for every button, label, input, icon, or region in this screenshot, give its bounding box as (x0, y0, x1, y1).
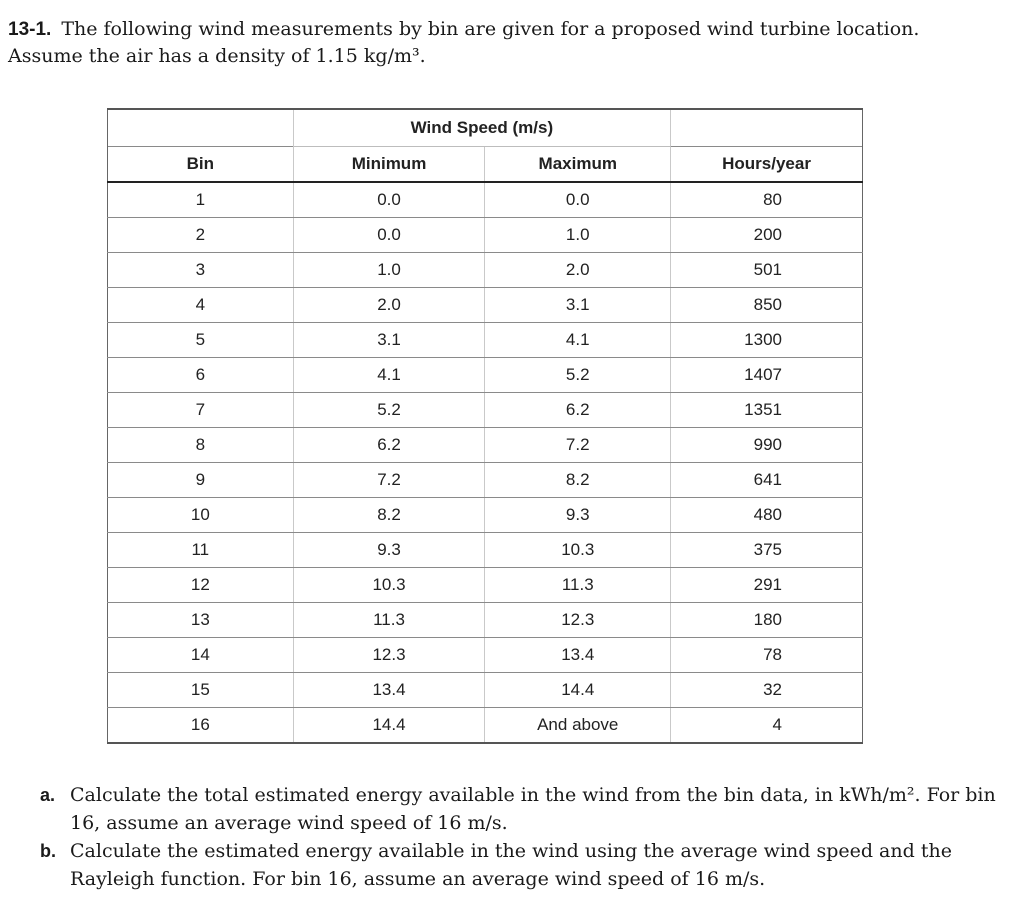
hours-cell: 32 (671, 673, 863, 708)
table-row (108, 218, 863, 253)
maximum-cell: 11.3 (485, 568, 671, 603)
hours-cell: 990 (671, 428, 863, 463)
table-row (108, 288, 863, 323)
hours-cell: 1407 (671, 358, 863, 393)
hours-cell: 1300 (671, 323, 863, 358)
bin-cell: 8 (108, 428, 294, 463)
bin-cell: 4 (108, 288, 294, 323)
maximum-cell: 10.3 (485, 533, 671, 568)
minimum-cell: 11.3 (293, 603, 485, 638)
minimum-cell: 7.2 (293, 463, 485, 498)
hours-cell: 850 (671, 288, 863, 323)
maximum-cell: And above (485, 708, 671, 744)
minimum-cell: 0.0 (293, 182, 485, 218)
column-header-minimum: Minimum (293, 147, 485, 183)
maximum-cell: 4.1 (485, 323, 671, 358)
table-header-row (108, 147, 863, 183)
maximum-cell: 14.4 (485, 673, 671, 708)
question-a (40, 781, 1010, 837)
problem-text-line-1: The following wind measurements by bin are given for a proposed wind turbine location. (61, 18, 920, 40)
maximum-cell: 13.4 (485, 638, 671, 673)
hours-cell: 200 (671, 218, 863, 253)
hours-cell: 78 (671, 638, 863, 673)
problem-text-line-2: Assume the air has a density of 1.15 kg/m³. (8, 45, 426, 67)
question-text: Calculate the total estimated energy available in the wind from the bin data, in kWh/m². For bin 16, assume an average wind speed of 16 m/s. (70, 784, 996, 834)
column-header-hours: Hours/year (671, 147, 863, 183)
problem-number: 13-1. (8, 19, 52, 40)
bin-cell: 7 (108, 393, 294, 428)
maximum-cell: 8.2 (485, 463, 671, 498)
table-row (108, 638, 863, 673)
table-row (108, 393, 863, 428)
problem-line-1 (8, 16, 1008, 43)
table-row (108, 358, 863, 393)
bin-cell: 6 (108, 358, 294, 393)
questions (40, 781, 1010, 893)
minimum-cell: 3.1 (293, 323, 485, 358)
minimum-cell: 6.2 (293, 428, 485, 463)
table-row (108, 323, 863, 358)
bin-cell: 11 (108, 533, 294, 568)
column-header-maximum: Maximum (485, 147, 671, 183)
maximum-cell: 9.3 (485, 498, 671, 533)
hours-cell: 4 (671, 708, 863, 744)
table-header-row-group (108, 109, 863, 147)
bin-cell: 12 (108, 568, 294, 603)
table-row (108, 428, 863, 463)
maximum-cell: 0.0 (485, 182, 671, 218)
bin-header-spacer (108, 109, 294, 147)
wind-speed-group-header: Wind Speed (m/s) (293, 109, 670, 147)
table-row (108, 498, 863, 533)
maximum-cell: 5.2 (485, 358, 671, 393)
maximum-cell: 1.0 (485, 218, 671, 253)
maximum-cell: 6.2 (485, 393, 671, 428)
table-row (108, 182, 863, 218)
bin-cell: 15 (108, 673, 294, 708)
bin-cell: 1 (108, 182, 294, 218)
minimum-cell: 8.2 (293, 498, 485, 533)
bin-cell: 9 (108, 463, 294, 498)
bin-cell: 2 (108, 218, 294, 253)
minimum-cell: 13.4 (293, 673, 485, 708)
hours-header-spacer (671, 109, 863, 147)
hours-cell: 1351 (671, 393, 863, 428)
wind-bin-table (107, 108, 863, 744)
column-header-bin: Bin (108, 147, 294, 183)
hours-cell: 375 (671, 533, 863, 568)
minimum-cell: 4.1 (293, 358, 485, 393)
bin-cell: 10 (108, 498, 294, 533)
minimum-cell: 12.3 (293, 638, 485, 673)
table-row (108, 533, 863, 568)
hours-cell: 501 (671, 253, 863, 288)
maximum-cell: 12.3 (485, 603, 671, 638)
minimum-cell: 10.3 (293, 568, 485, 603)
table-row (108, 568, 863, 603)
bin-cell: 13 (108, 603, 294, 638)
minimum-cell: 2.0 (293, 288, 485, 323)
table-row (108, 463, 863, 498)
table-body (108, 182, 863, 743)
minimum-cell: 5.2 (293, 393, 485, 428)
maximum-cell: 2.0 (485, 253, 671, 288)
question-label: a. (40, 785, 56, 805)
hours-cell: 291 (671, 568, 863, 603)
table-row (108, 708, 863, 744)
table-row (108, 673, 863, 708)
table-row (108, 603, 863, 638)
hours-cell: 80 (671, 182, 863, 218)
hours-cell: 480 (671, 498, 863, 533)
question-b (40, 837, 1010, 893)
minimum-cell: 9.3 (293, 533, 485, 568)
bin-cell: 3 (108, 253, 294, 288)
hours-cell: 180 (671, 603, 863, 638)
question-label: b. (40, 841, 56, 861)
minimum-cell: 14.4 (293, 708, 485, 744)
minimum-cell: 1.0 (293, 253, 485, 288)
question-text: Calculate the estimated energy available in the wind using the average wind speed and the Rayleigh function. For bin 16, assume an average wind speed of 16 m/s. (70, 840, 952, 890)
table-row (108, 253, 863, 288)
minimum-cell: 0.0 (293, 218, 485, 253)
bin-cell: 5 (108, 323, 294, 358)
bin-cell: 16 (108, 708, 294, 744)
hours-cell: 641 (671, 463, 863, 498)
bin-cell: 14 (108, 638, 294, 673)
maximum-cell: 7.2 (485, 428, 671, 463)
problem-statement (8, 16, 1008, 69)
maximum-cell: 3.1 (485, 288, 671, 323)
